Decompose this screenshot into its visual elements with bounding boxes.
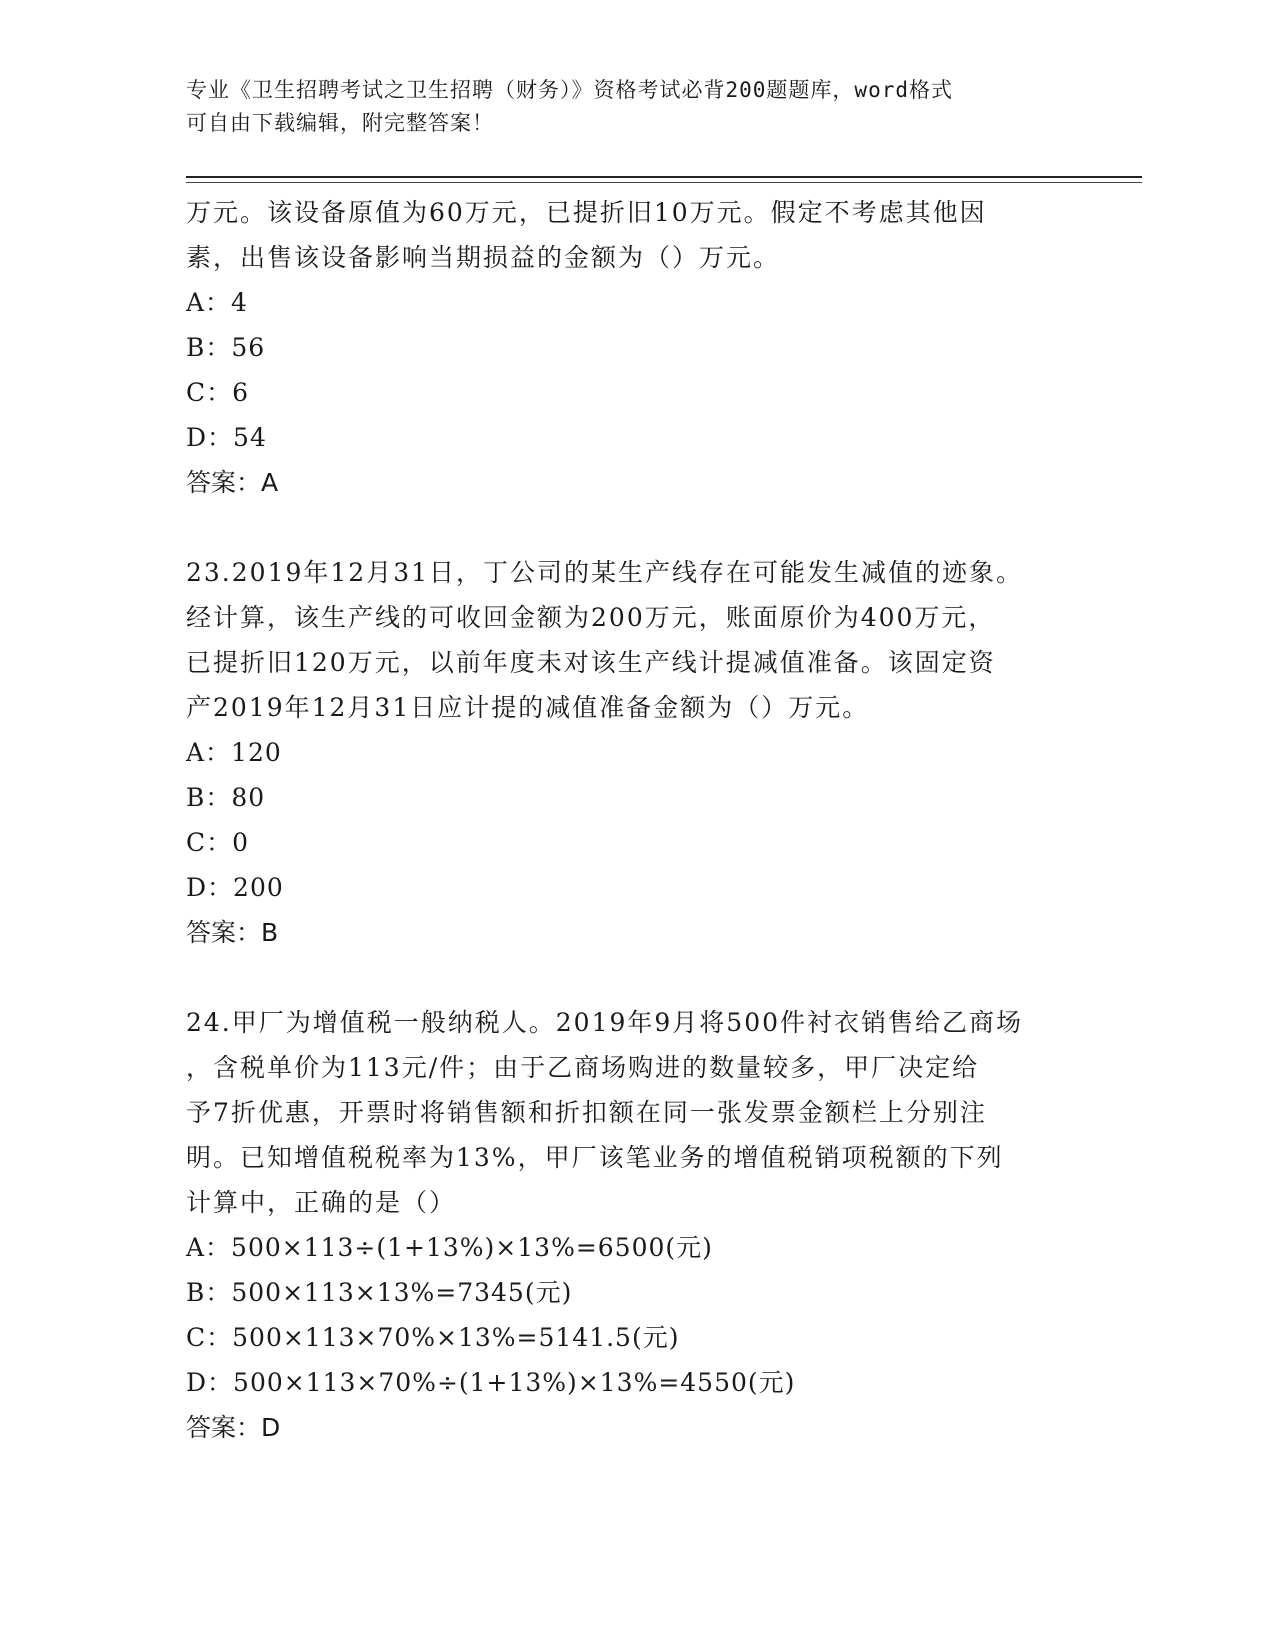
- question-content: [186, 190, 1086, 1450]
- option-a: A：4: [186, 288, 248, 317]
- header-title-line-2: 可自由下载编辑，附完整答案！: [186, 111, 494, 135]
- question-text-line: 素，出售该设备影响当期损益的金额为（）万元。: [186, 243, 781, 272]
- question-text-line: 计算中，正确的是（）: [186, 1188, 457, 1217]
- option-b: B：80: [186, 783, 266, 812]
- header-divider-thin: [186, 182, 1142, 183]
- option-a: A：120: [186, 738, 282, 767]
- option-c: C：0: [186, 828, 250, 857]
- question-text-line: 24.甲厂为增值税一般纳税人。2019年9月将500件衬衣销售给乙商场: [186, 1008, 1024, 1037]
- question-block: [186, 1000, 1086, 1450]
- answer-label: 答案：A: [186, 468, 279, 497]
- option-b: B：500×113×13%=7345(元): [186, 1278, 573, 1307]
- answer-label: 答案：B: [186, 918, 279, 947]
- question-text-line: ，含税单价为113元/件；由于乙商场购进的数量较多，甲厂决定给: [186, 1053, 980, 1082]
- option-d: D：200: [186, 873, 284, 902]
- answer-label: 答案：D: [186, 1413, 281, 1442]
- question-text-line: 万元。该设备原值为60万元，已提折旧10万元。假定不考虑其他因: [186, 198, 987, 227]
- question-text-line: 经计算，该生产线的可收回金额为200万元，账面原价为400万元，: [186, 603, 996, 632]
- page-header: [186, 74, 1066, 140]
- question-block: [186, 190, 1086, 505]
- question-text-line: 产2019年12月31日应计提的减值准备金额为（）万元。: [186, 693, 870, 722]
- option-b: B：56: [186, 333, 266, 362]
- question-text-line: 予7折优惠，开票时将销售额和折扣额在同一张发票金额栏上分别注: [186, 1098, 987, 1127]
- question-text-line: 已提折旧120万元，以前年度未对该生产线计提减值准备。该固定资: [186, 648, 996, 677]
- option-c: C：500×113×70%×13%=5141.5(元): [186, 1323, 680, 1352]
- header-divider-thick: [186, 176, 1142, 178]
- question-block: [186, 550, 1086, 955]
- question-text-line: 23.2019年12月31日，丁公司的某生产线存在可能发生减值的迹象。: [186, 558, 1024, 587]
- header-title-line-1: 专业《卫生招聘考试之卫生招聘（财务）》资格考试必背200题题库，word格式: [186, 78, 953, 102]
- option-a: A：500×113÷(1+13%)×13%=6500(元): [186, 1233, 713, 1262]
- option-d: D：54: [186, 423, 267, 452]
- option-d: D：500×113×70%÷(1+13%)×13%=4550(元): [186, 1368, 796, 1397]
- question-text-line: 明。已知增值税税率为13%，甲厂该笔业务的增值税销项税额的下列: [186, 1143, 1004, 1172]
- option-c: C：6: [186, 378, 250, 407]
